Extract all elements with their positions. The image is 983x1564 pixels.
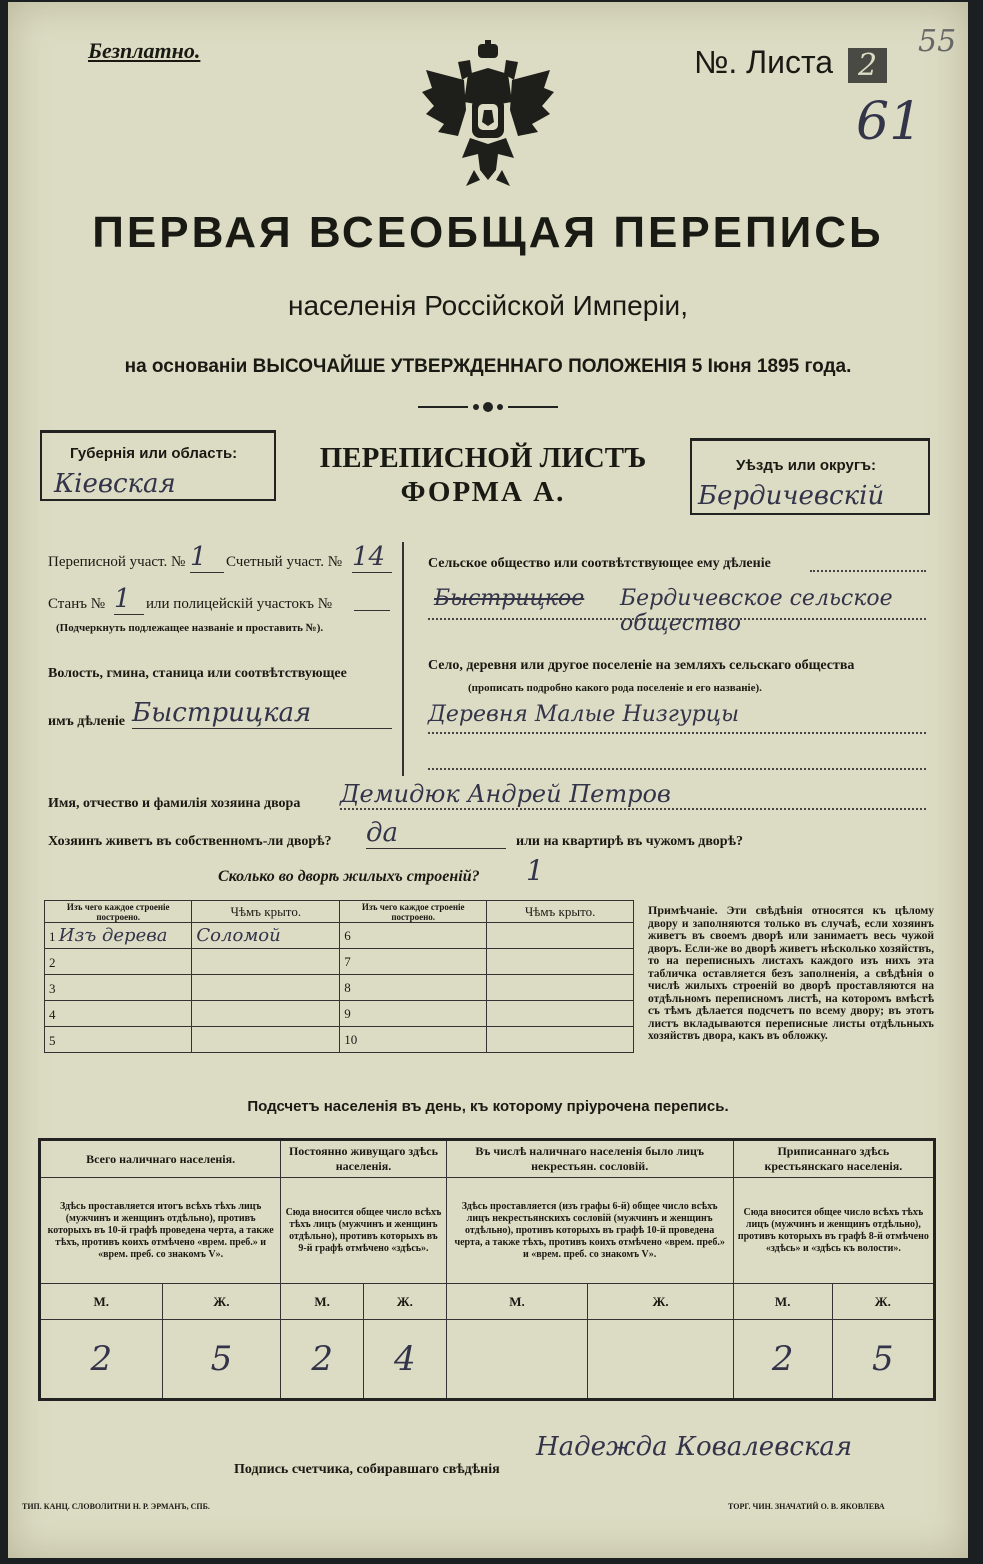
- village-label: Село, деревня или другое поселеніе на земляхъ сельскаго общества: [428, 658, 855, 673]
- sheet-number-label: №. Листа: [694, 44, 834, 80]
- structure-roof-cell-2: [487, 949, 634, 975]
- census-sheet: [8, 2, 968, 1558]
- count-area-value: 14: [352, 542, 392, 573]
- count-area-label: Счетный участ. №: [226, 554, 343, 570]
- structures-roof-header: Чѣмъ крыто.: [192, 901, 340, 923]
- structure-roof-cell-2: [487, 1001, 634, 1027]
- female-count: [588, 1320, 733, 1400]
- ornament-divider: [418, 400, 558, 414]
- gubernia-label: Губернія или область:: [70, 445, 238, 462]
- male-count: 2: [281, 1320, 364, 1400]
- village-line-1: [428, 732, 926, 734]
- volost-value: Быстрицкая: [132, 698, 392, 729]
- buildings-value: 1: [526, 854, 544, 887]
- structure-material-cell-2: [340, 949, 487, 975]
- buildings-label: Сколько во дворѣ жилыхъ строеній?: [218, 868, 480, 885]
- structure-roof-cell: [192, 975, 340, 1001]
- document-subtitle: населенія Россійской Имперіи,: [288, 290, 688, 321]
- population-column-desc: Здѣсь проставляется (изъ графы 6-й) общее число всѣхъ лицъ некрестьянскихъ сословій (мужчинъ и женщинъ отдѣльно), противъ которыхъ въ графѣ 10-й проведена черта, а также тѣхъ, противъ коихъ отмѣчено «врем. преб.» и «врем. преб. со знакомъ V».: [446, 1178, 733, 1284]
- village-line-2: [428, 768, 926, 770]
- census-area-label: Переписной участ. №: [48, 554, 186, 570]
- footer-right: ТОРГ. ЧИН. ЗНАЧАТИЙ О. В. ЯКОВЛЕВА: [728, 1502, 885, 1511]
- owner-name-value: Демидюк Андрей Петров: [340, 780, 926, 810]
- free-label: Безплатно.: [88, 38, 201, 63]
- structure-material-cell: [45, 923, 192, 949]
- stan-label: Станъ №: [48, 596, 106, 612]
- village-note: (прописать подробно какого рода поселеніе и его названіе).: [468, 682, 762, 694]
- female-count: 4: [363, 1320, 446, 1400]
- population-table: [38, 1138, 936, 1401]
- population-title: Подсчетъ населенія въ день, къ которому пріурочена перепись.: [247, 1098, 729, 1115]
- table-row: [45, 975, 634, 1001]
- row-number: 1: [49, 929, 56, 944]
- sheet-number-value: 2: [848, 48, 887, 83]
- row-number: 2: [49, 955, 56, 970]
- structures-note: [648, 904, 934, 1043]
- structure-roof-cell: [192, 949, 340, 975]
- structures-table: [44, 900, 634, 1053]
- male-header: М.: [281, 1284, 364, 1320]
- male-count: 2: [733, 1320, 832, 1400]
- footer-printer: ТИП. КАНЦ. СЛОВОЛИТНИ Н. Р. ЭРМАНЪ, СПБ.: [22, 1502, 210, 1511]
- uezd-box: [690, 438, 930, 515]
- police-label: или полицейскій участокъ №: [146, 596, 333, 612]
- population-column-desc: Сюда вносится общее число всѣхъ тѣхъ лицъ (мужчинъ и женщинъ отдѣльно), противъ которыхъ въ графѣ 8-й отмѣчено «здѣсь» и «здѣсь къ волости».: [733, 1178, 934, 1284]
- society-value: Бердичевское сельское общество: [620, 586, 893, 636]
- signature-label: Подпись счетчика, собиравшаго свѣдѣнія: [234, 1462, 500, 1477]
- male-header: М.: [733, 1284, 832, 1320]
- table-row: [45, 1027, 634, 1053]
- note-text: Эти свѣдѣнія относятся къ цѣлому двору и заполняются только въ случаѣ, если хозяинъ живетъ въ своемъ дворѣ или занимаетъ весь чужой дворъ. Если-же во дворѣ живетъ нѣсколько хозяйствъ, то на переписныхъ листахъ каждого изъ нихъ эта табличка оставляется безъ заполненія, а свѣдѣнія о числѣ жилыхъ строеній во дворѣ проставляются на отдѣльномъ переписномъ листѣ, на которомъ вмѣстѣ съ тѣмъ дѣлается подсчетъ по всему двору; въ этотъ листъ вкладываются переписные листы отдѣльныхъ хозяйствъ двора, какъ въ обложку.: [648, 905, 934, 1042]
- structure-material-cell: [45, 975, 192, 1001]
- police-value: [354, 610, 390, 611]
- census-area-value: 1: [190, 542, 224, 573]
- row-number: 4: [49, 1007, 56, 1022]
- society-dotline: [810, 570, 926, 572]
- uezd-value: Бердичевскій: [698, 481, 885, 511]
- male-header: М.: [40, 1284, 163, 1320]
- owner-name-label: Имя, отчество и фамилія хозяина двора: [48, 796, 301, 811]
- uezd-label: Уѣздъ или округъ:: [736, 457, 877, 474]
- row-number: 10: [344, 1031, 358, 1047]
- structure-roof-cell: [192, 1001, 340, 1027]
- population-column-head: Въ числѣ наличнаго населенія было лицъ некрестьян. сословій.: [446, 1140, 733, 1178]
- structure-roof-cell-2: [487, 923, 634, 949]
- gubernia-box: [40, 430, 276, 501]
- corner-hand-number: 61: [856, 92, 923, 152]
- male-header: М.: [446, 1284, 588, 1320]
- table-row: [45, 923, 634, 949]
- row-number: 9: [344, 1005, 351, 1021]
- structure-roof-cell: [192, 1027, 340, 1053]
- population-column-head: Всего наличнаго населенія.: [40, 1140, 281, 1178]
- volost-label: Волость, гмина, станица или соотвѣтствующее: [48, 666, 347, 681]
- row-number: 6: [344, 927, 351, 943]
- structure-material-cell: [45, 1001, 192, 1027]
- form-title: ПЕРЕПИСНОЙ ЛИСТЪ: [319, 442, 647, 474]
- female-header: Ж.: [588, 1284, 733, 1320]
- structures-roof-header-2: Чѣмъ крыто.: [487, 901, 634, 923]
- female-header: Ж.: [832, 1284, 934, 1320]
- form-type: ФОРМА А.: [400, 476, 566, 508]
- structure-material-cell-2: [340, 1001, 487, 1027]
- population-column-desc: Здѣсь проставляется итогъ всѣхъ тѣхъ лицъ (мужчинъ и женщинъ отдѣльно), противъ которыхъ въ 10-й графѣ проведена черта, а также тѣхъ, противъ коихъ отмѣчено «врем. преб.» и «врем. преб. со знакомъ V».: [40, 1178, 281, 1284]
- structure-material-cell: [45, 1027, 192, 1053]
- female-header: Ж.: [162, 1284, 281, 1320]
- structure-material-cell-2: [340, 923, 487, 949]
- structure-material-cell-2: [340, 975, 487, 1001]
- society-line: [428, 618, 926, 620]
- owner-lives-label: Хозяинъ живетъ въ собственномъ-ли дворѣ?: [48, 834, 332, 849]
- village-value: Деревня Малые Низгурцы: [428, 702, 740, 727]
- female-count: 5: [832, 1320, 934, 1400]
- gubernia-value: Кіевская: [54, 469, 176, 499]
- signature-value: Надежда Ковалевская: [536, 1432, 853, 1462]
- male-count: [446, 1320, 588, 1400]
- row-number: 5: [49, 1033, 56, 1048]
- structure-material-cell-2: [340, 1027, 487, 1053]
- row-number: 7: [344, 953, 351, 969]
- note-head: Примѣчаніе.: [648, 903, 718, 917]
- row-number: 8: [344, 979, 351, 995]
- population-column-head: Приписаннаго здѣсь крестьянскаго населенія.: [733, 1140, 934, 1178]
- structures-material-header: Изъ чего каждое строеніе построено.: [45, 901, 192, 923]
- structure-material-value: Изъ дерева: [58, 925, 168, 946]
- table-row: [45, 949, 634, 975]
- stan-note: (Подчеркнуть подлежащее названіе и проставить №).: [56, 622, 324, 634]
- structure-roof-cell-2: [487, 975, 634, 1001]
- owner-lives-value: да: [366, 818, 506, 849]
- female-count: 5: [162, 1320, 281, 1400]
- table-row: [45, 1001, 634, 1027]
- population-column-head: Постоянно живущаго здѣсь населенія.: [281, 1140, 446, 1178]
- row-number: 3: [49, 981, 56, 996]
- structures-material-header-2: Изъ чего каждое строеніе построено.: [340, 901, 487, 923]
- corner-number: 55: [918, 24, 957, 59]
- society-value-struck: Быстрицкое: [434, 586, 585, 611]
- female-header: Ж.: [363, 1284, 446, 1320]
- structure-material-cell: [45, 949, 192, 975]
- document-title: ПЕРВАЯ ВСЕОБЩАЯ ПЕРЕПИСЬ: [92, 208, 884, 257]
- male-count: 2: [40, 1320, 163, 1400]
- society-label: Сельское общество или соотвѣтствующее ему дѣленіе: [428, 556, 771, 571]
- stan-value: 1: [114, 584, 144, 615]
- structure-roof-cell: Соломой: [192, 923, 340, 949]
- structure-roof-cell-2: [487, 1027, 634, 1053]
- section-divider: [402, 542, 404, 776]
- volost-label-2: имъ дѣленіе: [48, 714, 125, 729]
- document-decree-line: на основаніи ВЫСОЧАЙШЕ УТВЕРЖДЕННАГО ПОЛОЖЕНІЯ 5 Іюня 1895 года.: [124, 356, 852, 377]
- imperial-eagle-icon: [418, 40, 558, 190]
- owner-rent-label: или на квартирѣ въ чужомъ дворѣ?: [516, 834, 743, 849]
- population-column-desc: Сюда вносится общее число всѣхъ тѣхъ лицъ (мужчинъ и женщинъ отдѣльно), противъ которыхъ въ 9-й графѣ отмѣчено «здѣсь».: [281, 1178, 446, 1284]
